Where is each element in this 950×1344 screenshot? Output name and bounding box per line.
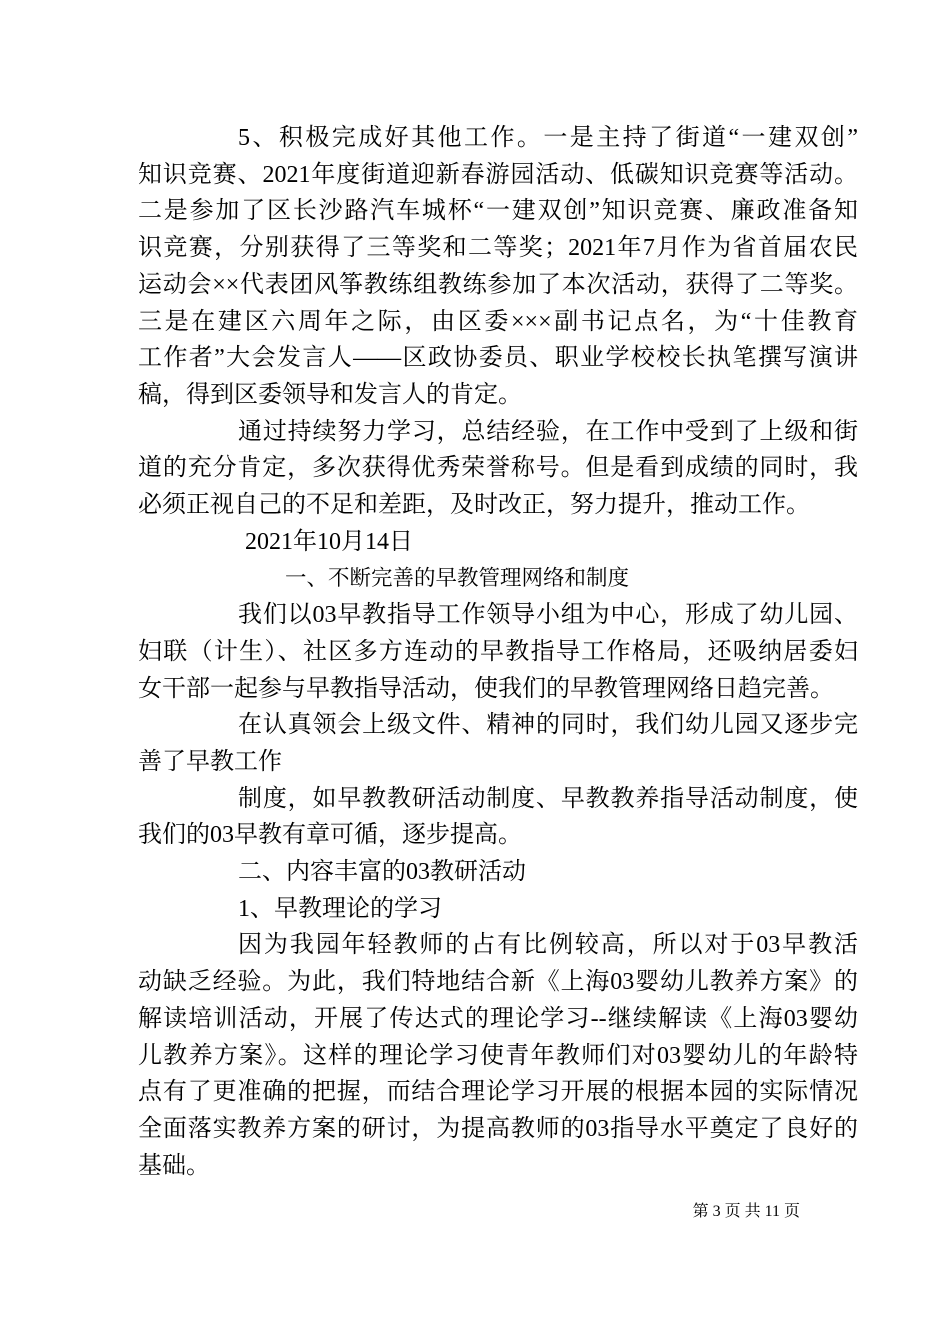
heading-management-network [138,560,858,597]
page-number-footer [693,1201,800,1223]
text-line: 1、早教理论的学习 [238,895,442,922]
text-line: 在认真领会上级文件、精神的同时，我们幼儿园又逐步完 [238,712,858,739]
heading-theory-study [138,891,858,928]
para-date [138,524,858,561]
text-line: 女干部一起参与早教指导活动，使我们的早教管理网络日趋完善。 [138,675,834,702]
text-line: 基础。 [138,1152,210,1179]
text-line: 5、积极完成好其他工作。一是主持了街道“一建双创” [238,125,858,151]
text-line: 通过持续努力学习，总结经验，在工作中受到了上级和街 [238,418,858,445]
text-line: 稿，得到区委领导和发言人的肯定。 [138,381,522,408]
text-line: 道的充分肯定，多次获得优秀荣誉称号。但是看到成绩的同时，我 [138,455,858,482]
text-line: 善了早教工作 [138,748,282,775]
text-line: 全面落实教养方案的研讨，为提高教师的03指导水平奠定了良好的 [138,1115,858,1142]
text-line: 二、内容丰富的03教研活动 [238,859,526,886]
para-summary-reflection [138,414,858,524]
text-line: 二是参加了区长沙路汽车城杯“一建双创”知识竞赛、廉政准备知 [138,198,858,225]
text-line: 识竞赛，分别获得了三等奖和二等奖；2021年7月作为省首届农民 [138,235,858,262]
text-line: 点有了更准确的把握，而结合理论学习开展的根据本园的实际情况 [138,1079,858,1106]
text-line: 儿教养方案》。这样的理论学习使青年教师们对03婴幼儿的年龄特 [138,1042,858,1069]
text-line: 必须正视自己的不足和差距，及时改正，努力提升，推动工作。 [138,492,810,519]
para-system [138,781,858,854]
text-line: 三是在建区六周年之际，由区委×××副书记点名，为“十佳教育 [138,308,858,335]
text-line: 知识竞赛、2021年度街道迎新春游园活动、低碳知识竞赛等活动。 [138,161,858,188]
page-number-text: 第 3 页 共 11 页 [692,1203,800,1220]
para-documents-spirit [138,707,858,780]
text-line: 一、不断完善的早教管理网络和制度 [285,566,630,591]
text-line: 妇联（计生）、社区多方连动的早教指导工作格局，还吸纳居委妇 [138,638,858,665]
text-line: 因为我园年轻教师的占有比例较高，所以对于03早教活 [238,932,858,959]
text-line: 运动会××代表团风筝教练组教练参加了本次活动，获得了二等奖。 [138,271,858,298]
text-line: 制度，如早教教研活动制度、早教教养指导活动制度，使 [238,785,858,812]
text-line: 我们以03早教指导工作领导小组为中心，形成了幼儿园、 [238,602,858,629]
heading-research-activities [138,854,858,891]
text-line: 工作者”大会发言人——区政协委员、职业学校校长执笔撰写演讲 [138,345,858,372]
document-body [138,120,858,1184]
text-line: 动缺乏经验。为此，我们特地结合新《上海03婴幼儿教养方案》的 [138,969,858,996]
text-line: 我们的03早教有章可循，逐步提高。 [138,822,522,849]
para-theory-study-detail [138,927,858,1184]
text-line: 解读培训活动，开展了传达式的理论学习--继续解读《上海03婴幼 [138,1005,858,1032]
para-other-achievements [138,120,858,414]
text-line: 2021年10月14日 [245,528,413,555]
para-leading-group [138,597,858,707]
